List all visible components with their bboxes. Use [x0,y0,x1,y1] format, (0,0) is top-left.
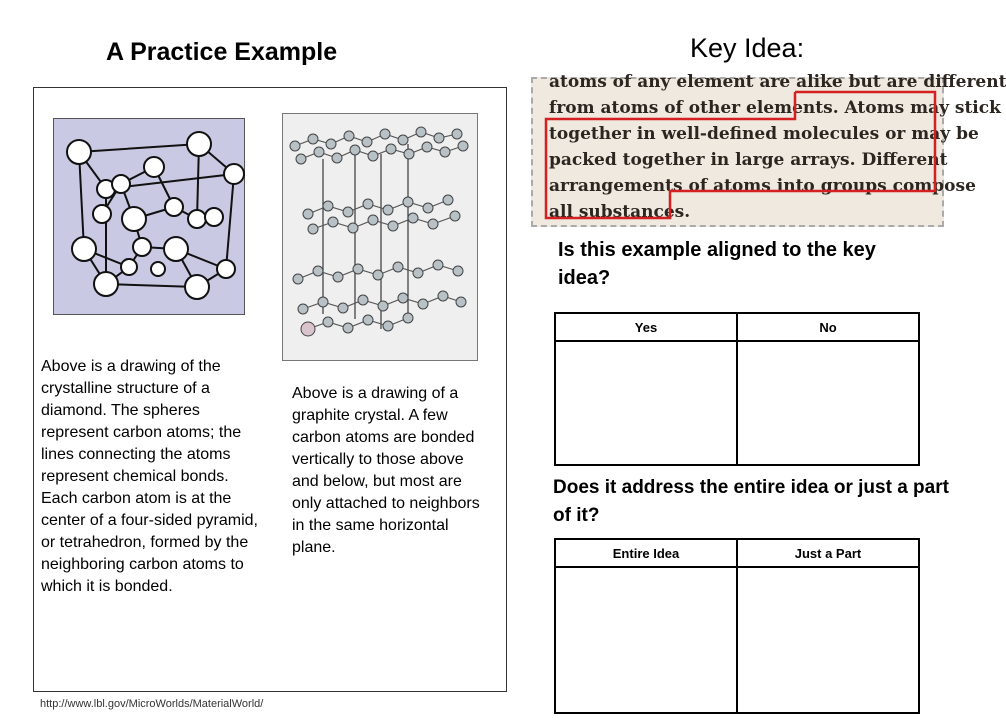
excerpt-line: atoms of any element are alike but are different [549,72,1006,92]
source-url: http://www.lbl.gov/MicroWorlds/MaterialWorld/ [40,698,264,710]
key-idea-title: Key Idea: [690,33,805,63]
no-column-header: No [737,313,919,341]
entire-idea-response-cell[interactable] [555,567,737,713]
aligned-response-table [554,312,920,466]
excerpt-line: together in well-defined molecules or may be [549,124,979,144]
yes-response-cell[interactable] [555,341,737,465]
just-a-part-response-cell[interactable] [737,567,919,713]
excerpt-line: from atoms of other elements. Atoms may stick [549,98,1001,118]
question-aligned: Is this example aligned to the key idea? [558,239,876,289]
diamond-lattice-drawing [54,119,244,314]
just-a-part-column-header: Just a Part [737,539,919,567]
diamond-structure-image [53,118,245,315]
entire-idea-column-header: Entire Idea [555,539,737,567]
graphite-structure-image [282,113,478,361]
scope-response-table [554,538,920,714]
practice-example-title: A Practice Example [106,38,338,66]
yes-column-header: Yes [555,313,737,341]
no-response-cell[interactable] [737,341,919,465]
key-idea-excerpt [531,72,1006,227]
question-scope: Does it address the entire idea or just a part of it? [553,477,949,526]
diamond-caption: Above is a drawing of the crystalline structure of a diamond. The spheres represent carbon atoms; the lines connecting the atoms represent chemical bonds. Each carbon atom is at the center of a four-sided pyramid, or tetrahedron, formed by the neighboring carbon atoms to which it is bonded. [41,358,258,595]
excerpt-line: all substances. [549,202,691,222]
excerpt-line: packed together in large arrays. Different [549,150,948,170]
excerpt-line: arrangements of atoms into groups compose [549,176,976,196]
graphite-caption: Above is a drawing of a graphite crystal. A few carbon atoms are bonded vertically to those above and below, but most are only attached to neighbors in the same horizontal plane. [292,385,480,556]
graphite-layers-drawing [283,114,477,360]
highlight-outline [545,91,937,219]
